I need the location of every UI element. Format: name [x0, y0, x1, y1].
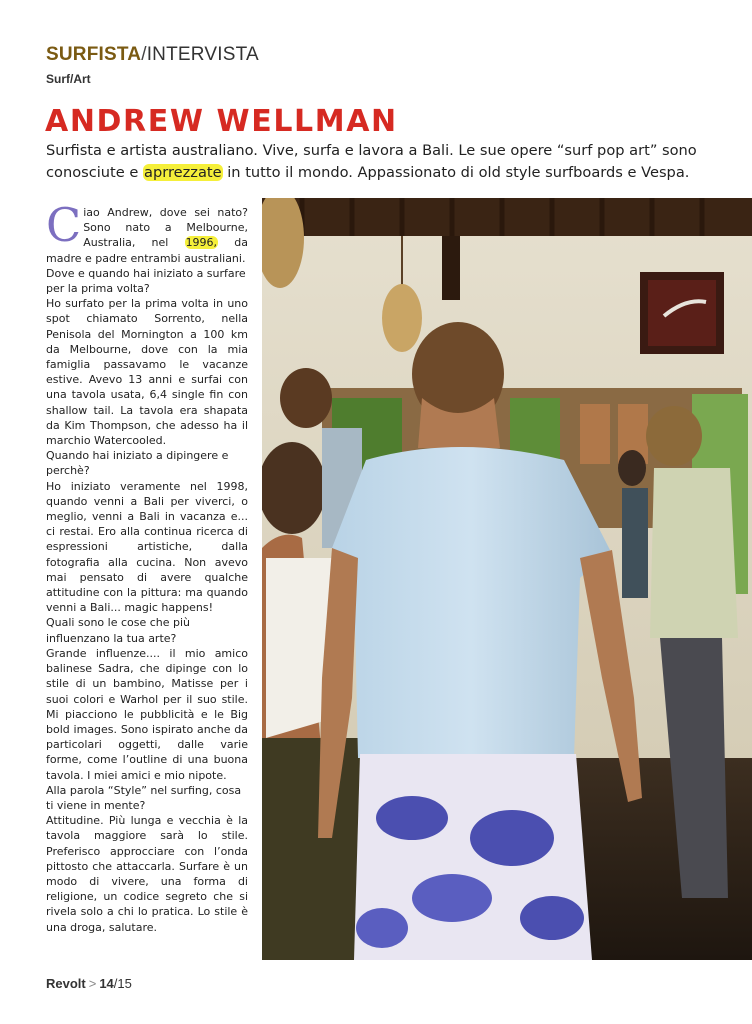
footer-arrow: > — [88, 976, 97, 991]
photo-illustration — [262, 198, 752, 960]
answer-3: Grande influenze.... il mio amico balinese Sadra, che dipinge con lo stile di un bambino, Matisse per i suoi colori e Warhol per il suo stile. Mi piacciono le pubblicità e le Big bold images. Sono ispirato anche da particolari oggetti, dalle varie forme, come l’outline di una buona tavola. I miei amici e mio nipote. — [46, 646, 248, 782]
answer-4: Attitudine. Più lunga e vecchia è la tavola maggiore sarà lo stile. Preferisco approcciare con l’onda pittosto che attaccarla. Surfare è un modo di vivere, una forma di religione, un codice segreto che si rivela solo a chi lo pratica. Lo stile è una droga, salutare. — [46, 814, 248, 934]
section-kicker: SURFISTA — [46, 44, 142, 65]
section-separator: / — [141, 44, 147, 65]
section-subkicker: Surf/Art — [46, 72, 91, 86]
year-highlight: 1996, — [185, 236, 218, 250]
answer-2: Ho iniziato veramente nel 1998, quando venni a Bali per viverci, o meglio, venni a Bali in vacanza e... ci restai. Ero alla continua ricerca di espressioni artistiche, dalla fotografia alla cucina. Non avevo mai pensato di avere qualche attitudine con la pittura: ma quando venni a Bali... magic happens! — [46, 479, 248, 615]
footer-brand: Revolt — [46, 976, 86, 991]
question-2: Quando hai iniziato a dipingere e perchè? — [46, 449, 229, 478]
page-footer — [46, 976, 132, 991]
lede-text-1: Surfista e artista australiano. Vive, surfa e lavora a Bali. Le sue opere “surf pop art” sono conosciute e — [46, 142, 697, 181]
section-header — [46, 44, 259, 66]
intro-paragraph — [46, 198, 248, 266]
answer-1: Ho surfato per la prima volta in uno spot chiamato Sorrento, nella Penisola del Mornington a 100 km da Melbourne, dove con la mia famiglia passavamo le vacanze estive. Avevo 13 anni e surfai con una tavola usata, 6,4 single fin con shallow tail. La tavola era shapata da Kim Thompson, che adesso ha il marchio Watercooled. — [46, 297, 248, 448]
question-1: Dove e quando hai iniziato a surfare per la prima volta? — [46, 266, 246, 296]
lede-text-2: in tutto il mondo. Appassionato di old style surfboards e Vespa. — [222, 164, 690, 181]
drop-cap: C — [46, 198, 82, 252]
article-lede — [46, 140, 726, 184]
intro-text-2: da madre e padre entrambi australiani. — [46, 236, 248, 265]
footer-page-total: /15 — [113, 976, 132, 991]
lede-highlight: aprrezzate — [144, 164, 222, 181]
article-body — [46, 198, 248, 935]
section-category: INTERVISTA — [146, 44, 259, 65]
question-3: Quali sono le cose che più influenzano la tua arte? — [46, 616, 191, 645]
footer-page-number: 14 — [99, 976, 114, 991]
article-title: ANDREW WELLMAN — [45, 104, 398, 139]
question-4: Alla parola “Style” nel surfing, cosa ti viene in mente? — [46, 783, 242, 812]
intro-text-1: iao Andrew, dove sei nato? Sono nato a Melbourne, Australia, nel — [83, 206, 248, 250]
article-photo — [262, 198, 752, 960]
